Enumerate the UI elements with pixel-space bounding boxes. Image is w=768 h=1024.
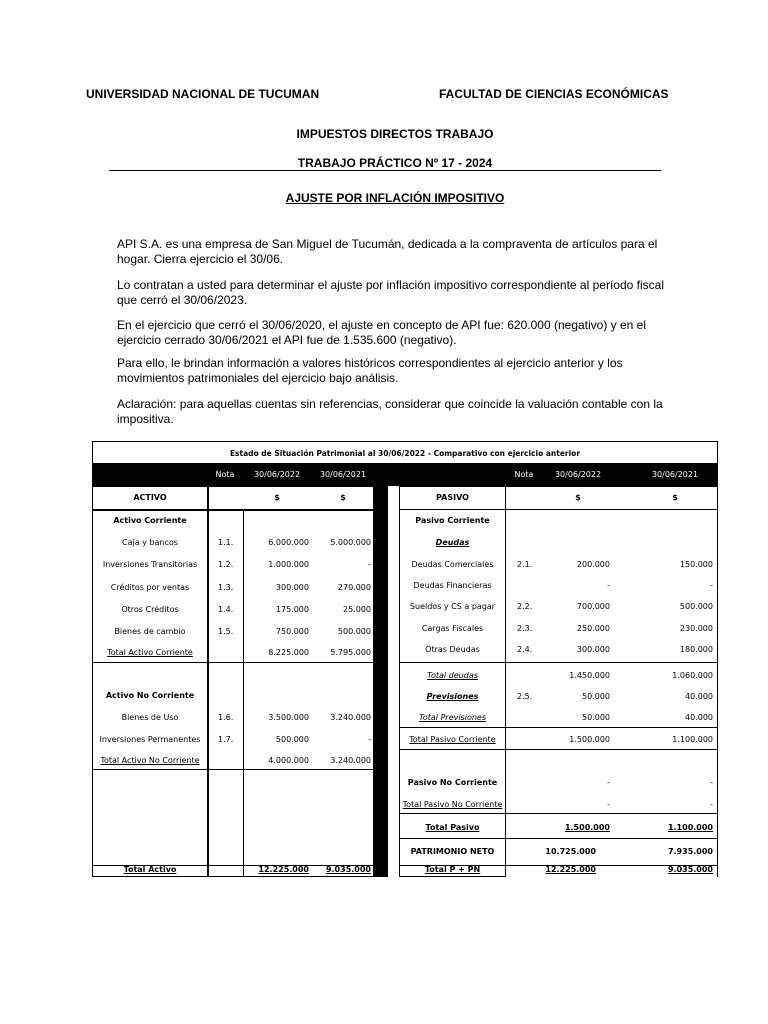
table-row-note: 1.5.	[218, 627, 234, 636]
pasivo-2022-header: 30/06/2022	[554, 470, 602, 479]
table-row-label: Bienes de Uso	[121, 713, 179, 722]
total-previsiones-2022: 50.000	[582, 713, 610, 722]
table-row-value-2021: 150.000	[679, 560, 713, 569]
table-row-value-2022: -	[607, 581, 610, 590]
pasivo-corriente-divider	[399, 749, 718, 750]
activo-corriente-heading: Activo Corriente	[113, 516, 187, 525]
total-pasivo-no-corriente-label: Total Pasivo No Corriente	[402, 800, 503, 809]
total-pasivo-corriente-2021: 1.100.000	[672, 735, 713, 744]
total-activo-2022: 12.225.000	[258, 865, 309, 874]
activo-note-header: Nota	[215, 470, 235, 479]
patrimonio-neto-2021: 7.935.000	[667, 847, 713, 856]
patrimonio-neto-label: PATRIMONIO NETO	[410, 847, 495, 856]
topic-title: AJUSTE POR INFLACIÓN IMPOSITIVO	[285, 191, 505, 205]
table-row-value-2022: 250.000	[576, 624, 610, 633]
table-row-label: Deudas Financieras	[413, 581, 492, 590]
table-row-label: Sueldos y CS a pagar	[409, 602, 496, 611]
table-row-value-2022: 300.000	[576, 645, 610, 654]
pasivo-2021-header: 30/06/2021	[651, 470, 699, 479]
patrimonio-neto-2022: 10.725.000	[545, 847, 596, 856]
total-pasivo-divider	[399, 838, 718, 839]
previsiones-2021: 40.000	[685, 692, 713, 701]
table-row-label: Caja y bancos	[122, 538, 178, 547]
table-row-note: 1.7.	[218, 735, 234, 744]
table-row-value-2022: 300.000	[275, 583, 309, 592]
total-activo-corriente-label: Total Activo Corriente	[107, 648, 193, 657]
pasivo-no-corriente-2022: -	[607, 778, 610, 787]
table-row-value-2022: 175.000	[275, 605, 309, 614]
activo-no-corriente-divider	[92, 769, 374, 770]
faculty-name: FACULTAD DE CIENCIAS ECONÓMICAS	[439, 87, 669, 101]
total-activo-2021: 9.035.000	[325, 865, 371, 874]
pasivo-deudas-divider	[399, 662, 718, 663]
total-pasivo-2022: 1.500.000	[564, 823, 610, 832]
pasivo-no-corriente-2021: -	[710, 778, 713, 787]
pasivo-corriente-heading: Pasivo Corriente	[415, 516, 490, 525]
pasivo-no-corriente-divider	[399, 813, 718, 814]
table-row-label: Inversiones Transitorias	[102, 560, 198, 569]
total-previsiones-label: Total Previsiones	[418, 713, 487, 722]
balance-title: Estado de Situación Patrimonial al 30/06/2022 - Comparativo con ejercicio anterior	[229, 449, 581, 458]
practice-title: TRABAJO PRÁCTICO Nº 17 - 2024	[297, 156, 493, 170]
table-row-label: Otras Deudas	[425, 645, 480, 654]
deudas-heading: Deudas	[435, 538, 470, 547]
pasivo-currency-2021: $	[672, 493, 678, 502]
table-row-value-2021: 5.000.000	[330, 538, 371, 547]
subject-title: IMPUESTOS DIRECTOS TRABAJO	[296, 127, 494, 141]
title-divider	[109, 170, 661, 171]
table-row-value-2021: -	[368, 560, 371, 569]
table-row-note: 1.6.	[218, 713, 234, 722]
total-activo-no-corriente-2021: 3.240.000	[330, 756, 371, 765]
table-row-value-2021: 500.000	[679, 602, 713, 611]
pasivo-right-border	[717, 486, 718, 877]
table-row-note: 2.2.	[517, 602, 533, 611]
table-row-label: Otros Créditos	[121, 605, 179, 614]
table-row-note: 1.4.	[218, 605, 234, 614]
paragraph-2: Lo contratan a usted para determinar el ajuste por inflación impositivo correspondiente al período fiscal que cerró el 30/06/2023.	[117, 278, 664, 307]
table-row-label: Bienes de cambio	[114, 627, 186, 636]
paragraph-1: API S.A. es una empresa de San Miguel de Tucumán, dedicada a la compraventa de artículos para el hogar. Cierra ejercicio el 30/06.	[117, 237, 658, 266]
total-pasivo-no-corriente-2022: -	[607, 800, 610, 809]
total-deudas-2021: 1.060.000	[672, 671, 713, 680]
activo-no-corriente-heading: Activo No Corriente	[105, 691, 195, 700]
table-row-value-2022: 200.000	[576, 560, 610, 569]
paragraph-4: Para ello, le brindan información a valores históricos correspondientes al ejercicio anterior y los movimientos patrimoniales del ejercicio bajo análisis.	[117, 356, 623, 385]
total-deudas-2022: 1.450.000	[569, 671, 610, 680]
table-row-label: Créditos por ventas	[110, 583, 190, 592]
paragraph-3: En el ejercicio que cerró el 30/06/2020, el ajuste en concepto de API fue: 620.000 (negativo) y en el ejercicio cerrado 30/06/2021 el API fue de 1.535.600 (negativo).	[117, 318, 647, 347]
total-previsiones-2021: 40.000	[685, 713, 713, 722]
activo-currency-2022: $	[274, 493, 280, 502]
table-row-value-2021: 230.000	[679, 624, 713, 633]
activo-currency-2021: $	[340, 493, 346, 502]
table-row-note: 1.2.	[218, 560, 234, 569]
table-row-note: 2.4.	[517, 645, 533, 654]
total-pasivo-no-corriente-2021: -	[710, 800, 713, 809]
table-row-note: 2.1.	[517, 560, 533, 569]
table-row-value-2022: 3.500.000	[268, 713, 309, 722]
activo-2022-header: 30/06/2022	[253, 470, 301, 479]
table-row-label: Deudas Comerciales	[411, 560, 494, 569]
activo-corriente-divider	[92, 662, 374, 663]
columns-header-bar	[92, 464, 718, 486]
table-row-value-2022: 1.000.000	[268, 560, 309, 569]
balance-sheet	[92, 441, 718, 877]
table-row-value-2021: 3.240.000	[330, 713, 371, 722]
total-activo-no-corriente-2022: 4.000.000	[268, 756, 309, 765]
total-p-pn-2022: 12.225.000	[545, 865, 596, 874]
table-row-value-2022: 6.000.000	[268, 538, 309, 547]
table-row-note: 1.3.	[218, 583, 234, 592]
activo-heading: ACTIVO	[133, 493, 167, 502]
total-activo-label: Total Activo	[123, 865, 177, 874]
pasivo-previsiones-divider	[399, 727, 718, 728]
total-pasivo-corriente-label: Total Pasivo Corriente	[409, 735, 496, 744]
total-activo-corriente-2021: 5.795.000	[330, 648, 371, 657]
previsiones-label: Previsiones	[426, 692, 479, 701]
table-row-value-2021: -	[710, 581, 713, 590]
table-row-value-2021: 25.000	[343, 605, 371, 614]
table-row-label: Cargas Fiscales	[421, 624, 484, 633]
table-row-value-2021: 500.000	[337, 627, 371, 636]
table-row-value-2021: 270.000	[337, 583, 371, 592]
table-row-label: Inversiones Permanentes	[99, 735, 201, 744]
pasivo-note-header: Nota	[514, 470, 534, 479]
pasivo-heading: PASIVO	[436, 493, 469, 502]
pasivo-currency-2022: $	[575, 493, 581, 502]
pasivo-no-corriente-label: Pasivo No Corriente	[407, 778, 498, 787]
total-p-pn-label: Total P + PN	[424, 865, 481, 874]
table-row-value-2021: -	[368, 735, 371, 744]
total-pasivo-corriente-2022: 1.500.000	[569, 735, 610, 744]
total-pasivo-2021: 1.100.000	[667, 823, 713, 832]
paragraph-5: Aclaración: para aquellas cuentas sin referencias, considerar que coincide la valuación contable con la impositiva.	[117, 397, 663, 426]
table-row-value-2022: 700.000	[576, 602, 610, 611]
total-pasivo-label: Total Pasivo	[425, 823, 480, 832]
total-activo-corriente-2022: 8.225.000	[268, 648, 309, 657]
table-row-value-2021: 180.000	[679, 645, 713, 654]
middle-separator	[374, 464, 388, 877]
table-row-value-2022: 500.000	[275, 735, 309, 744]
total-activo-no-corriente-label: Total Activo No Corriente	[100, 756, 200, 765]
table-row-note: 2.3.	[517, 624, 533, 633]
activo-2021-header: 30/06/2021	[319, 470, 367, 479]
previsiones-2022: 50.000	[582, 692, 610, 701]
table-row-value-2022: 750.000	[275, 627, 309, 636]
total-deudas-label: Total deudas	[427, 671, 478, 680]
table-row-note: 1.1.	[218, 538, 234, 547]
previsiones-note: 2.5.	[517, 692, 533, 701]
university-name: UNIVERSIDAD NACIONAL DE TUCUMAN	[86, 87, 320, 101]
total-p-pn-2021: 9.035.000	[667, 865, 713, 874]
